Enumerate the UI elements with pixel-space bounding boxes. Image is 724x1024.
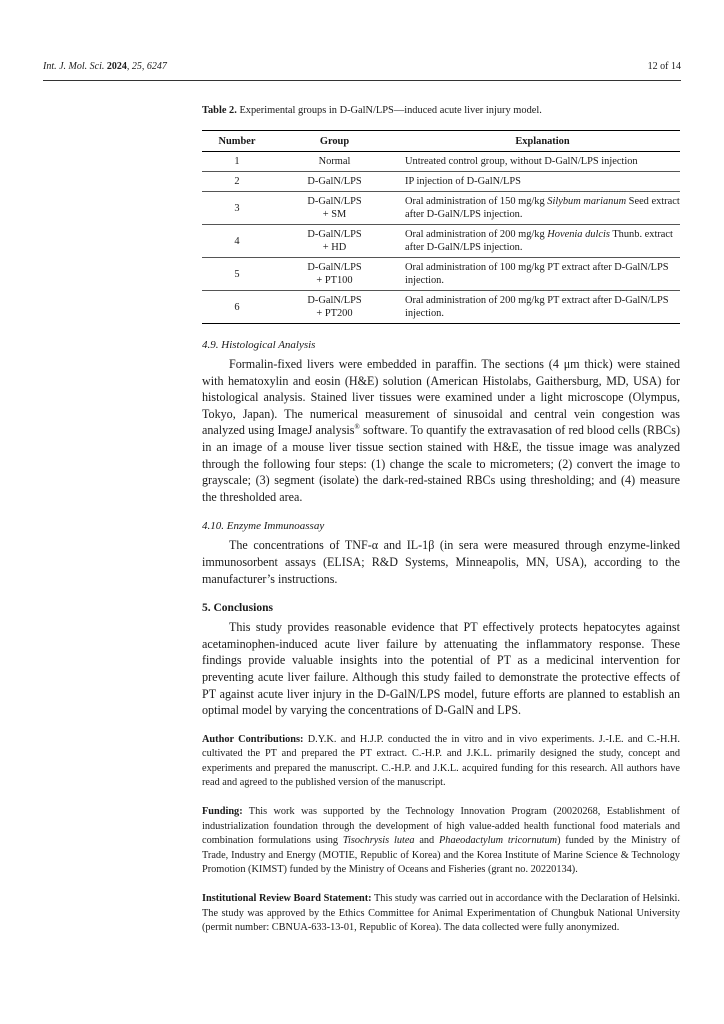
running-header — [43, 61, 681, 75]
table-row — [202, 291, 680, 324]
table-caption: Table 2. Experimental groups in D-GalN/LPS—induced acute liver injury model. — [202, 105, 542, 116]
cell-explanation: IP injection of D-GalN/LPS — [397, 172, 680, 192]
experimental-groups-table — [202, 130, 680, 324]
col-header-number: Number — [202, 131, 272, 152]
page-body — [202, 104, 680, 936]
irb-statement: Institutional Review Board Statement: This study was carried out in accordance with the Declaration of Helsinki. The study was approved by the Ethics Committee for Animal Experimentation of Chungbuk National University (permit number: CBNUA-633-13-01, Republic of Korea). The data collected were fully anonymized. — [202, 893, 680, 934]
cell-number: 5 — [202, 258, 272, 291]
cell-explanation: Untreated control group, without D-GalN/LPS injection — [397, 152, 680, 172]
section-heading-histology: 4.9. Histological Analysis — [202, 339, 316, 351]
cell-number: 4 — [202, 225, 272, 258]
histology-paragraph: Formalin-fixed livers were embedded in paraffin. The sections (4 μm thick) were stained with hematoxylin and eosin (H&E) solution (American Histolabs, Gaithersburg, MD, USA) for histological analysis. Stained liver tissues were examined under a light microscope (Olympus, Tokyo, Japan). The numerical measurement of sinusoidal and central vein congestion was analyzed using ImageJ analysis® software. To quantify the extravasation of red blood cells (RBCs) in an image of a mouse liver tissue section stained with H&E, the tissue image was analyzed through the following four steps: (1) change the scale to micrometers; (2) convert the image to grayscale; (3) segment (isolate) the dark-red-stained RBCs using thresholding; and (4) measure the thresholded area. — [202, 357, 680, 504]
cell-group: Normal — [272, 152, 397, 172]
table-row — [202, 192, 680, 225]
page-number: 12 of 14 — [647, 61, 681, 72]
cell-group: D-GalN/LPS + HD — [272, 225, 397, 258]
cell-group: D-GalN/LPS — [272, 172, 397, 192]
section-heading-conclusions: 5. Conclusions — [202, 602, 273, 615]
cell-number: 2 — [202, 172, 272, 192]
header-rule — [43, 80, 681, 81]
cell-explanation: Oral administration of 200 mg/kg PT extract after D-GalN/LPS injection. — [397, 291, 680, 324]
table-row — [202, 152, 680, 172]
table-row — [202, 225, 680, 258]
cell-number: 1 — [202, 152, 272, 172]
section-heading-enzyme: 4.10. Enzyme Immunoassay — [202, 520, 325, 533]
col-header-group: Group — [272, 131, 397, 152]
cell-explanation: Oral administration of 100 mg/kg PT extract after D-GalN/LPS injection. — [397, 258, 680, 291]
table-row — [202, 258, 680, 291]
cell-group: D-GalN/LPS + PT100 — [272, 258, 397, 291]
cell-explanation: Oral administration of 150 mg/kg Silybum marianum Seed extract after D-GalN/LPS injection. — [397, 192, 680, 225]
cell-number: 3 — [202, 192, 272, 225]
enzyme-paragraph: The concentrations of TNF-α and IL-1β (in sera were measured through enzyme-linked immunosorbent assays (ELISA; R&D Systems, Minneapolis, MN, USA), according to the manufacturer’s instructions. — [202, 538, 680, 586]
journal-citation: Int. J. Mol. Sci. 2024, 25, 6247 — [43, 61, 167, 72]
conclusions-paragraph: This study provides reasonable evidence that PT effectively protects hepatocytes against acetaminophen-induced acute liver failure by attenuating the inflammatory response. These findings provide valuable insights into the potential of PT as a medicinal intervention for preventing acute liver failure. Although this study failed to demonstrate the protective effects of PT against acute liver injury in the D-GalN/LPS model, future efforts are planned to establish an optimal model by varying the concentrations of D-GalN and LPS. — [202, 620, 680, 718]
table-header-row — [202, 131, 680, 152]
cell-explanation: Oral administration of 200 mg/kg Hovenia dulcis Thunb. extract after D-GalN/LPS injection. — [397, 225, 680, 258]
funding-statement: Funding: This work was supported by the Technology Innovation Program (20020268, Establishment of industrialization foundation through the development of high value-added health functional food materials and combination formulations using Tisochrysis lutea and Phaeodactylum tricornutum) funded by the Ministry of Trade, Industry and Energy (MOTIE, Republic of Korea) and the Korea Institute of Marine Science & Technology Promotion (KIMST) funded by the Ministry of Oceans and Fisheries (grant no. 20220134). — [202, 806, 680, 876]
cell-group: D-GalN/LPS + SM — [272, 192, 397, 225]
cell-number: 6 — [202, 291, 272, 324]
author-contributions: Author Contributions: D.Y.K. and H.J.P. conducted the in vitro and in vivo experiments. J.-I.E. and C.-H.H. cultivated the PT and prepared the PT extract. C.-H.P. and J.K.L. primarily designed the study, concept and experiments and prepared the manuscript. C.-H.P. and J.K.L. acquired funding for this research. All authors have read and agreed to the published version of the manuscript. — [202, 733, 680, 789]
col-header-explanation: Explanation — [397, 131, 680, 152]
table-row — [202, 172, 680, 192]
cell-group: D-GalN/LPS + PT200 — [272, 291, 397, 324]
